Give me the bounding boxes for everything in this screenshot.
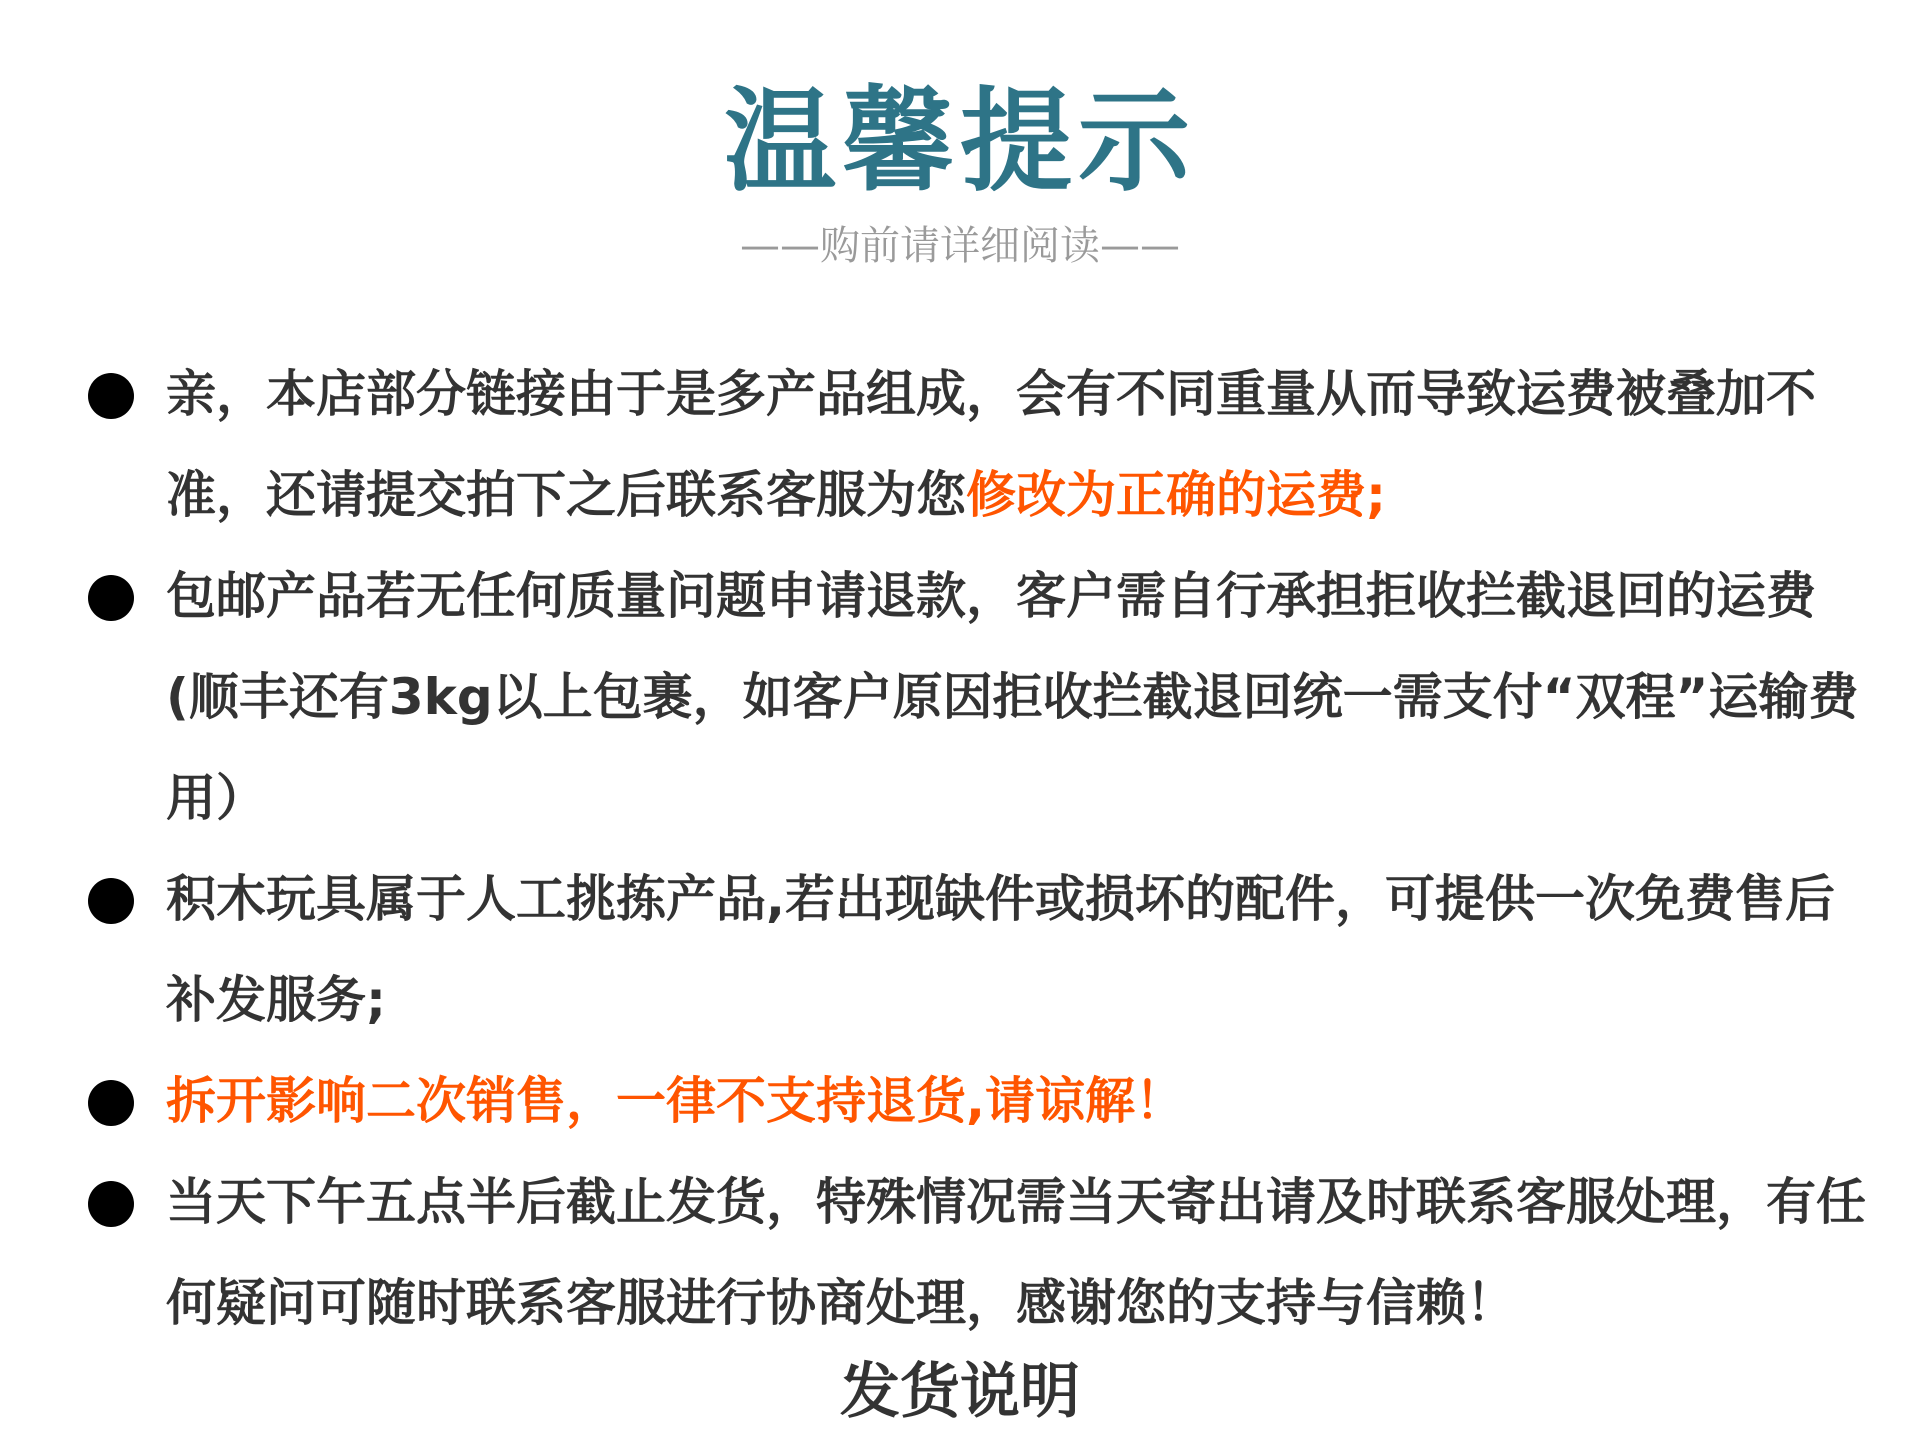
notice-text: 包邮产品若无任何质量问题申请退款，客户需自行承担拒收拦截退回的运费(顺丰还有3kg以上包裹，如客户原因拒收拦截退回统一需支付“双程”运输费用） xyxy=(166,567,1859,827)
notice-text: 积木玩具属于人工挑拣产品,若出现缺件或损坏的配件，可提供一次免费售后补发服务; xyxy=(166,870,1835,1029)
bullet-icon xyxy=(88,878,134,924)
notice-item-missing-parts xyxy=(88,849,1868,1051)
notice-text: 亲，本店部分链接由于是多产品组成，会有不同重量从而导致运费被叠加不准，还请提交拍下之后联系客服为您 xyxy=(166,365,1816,524)
notice-item-no-returns xyxy=(88,1051,1868,1152)
bullet-icon xyxy=(88,373,134,419)
page-title: 温馨提示 xyxy=(724,77,1196,207)
next-section-title: 发货说明 xyxy=(840,1357,1080,1427)
bullet-icon xyxy=(88,1181,134,1227)
notice-list xyxy=(88,344,1868,1354)
notice-text: 拆开影响二次销售，一律不支持退货,请谅解！ xyxy=(166,1072,1185,1130)
page-subtitle: ——购前请详细阅读—— xyxy=(740,223,1180,269)
notice-item-shipping-fee xyxy=(88,344,1868,546)
notice-item-shipping-cutoff xyxy=(88,1152,1868,1354)
bullet-icon xyxy=(88,575,134,621)
notice-highlight: 修改为正确的运费; xyxy=(966,466,1386,524)
bullet-icon xyxy=(88,1080,134,1126)
notice-text: 当天下午五点半后截止发货，特殊情况需当天寄出请及时联系客服处理，有任何疑问可随时联系客服进行协商处理，感谢您的支持与信赖！ xyxy=(166,1173,1866,1332)
notice-item-refund-shipping xyxy=(88,546,1868,849)
